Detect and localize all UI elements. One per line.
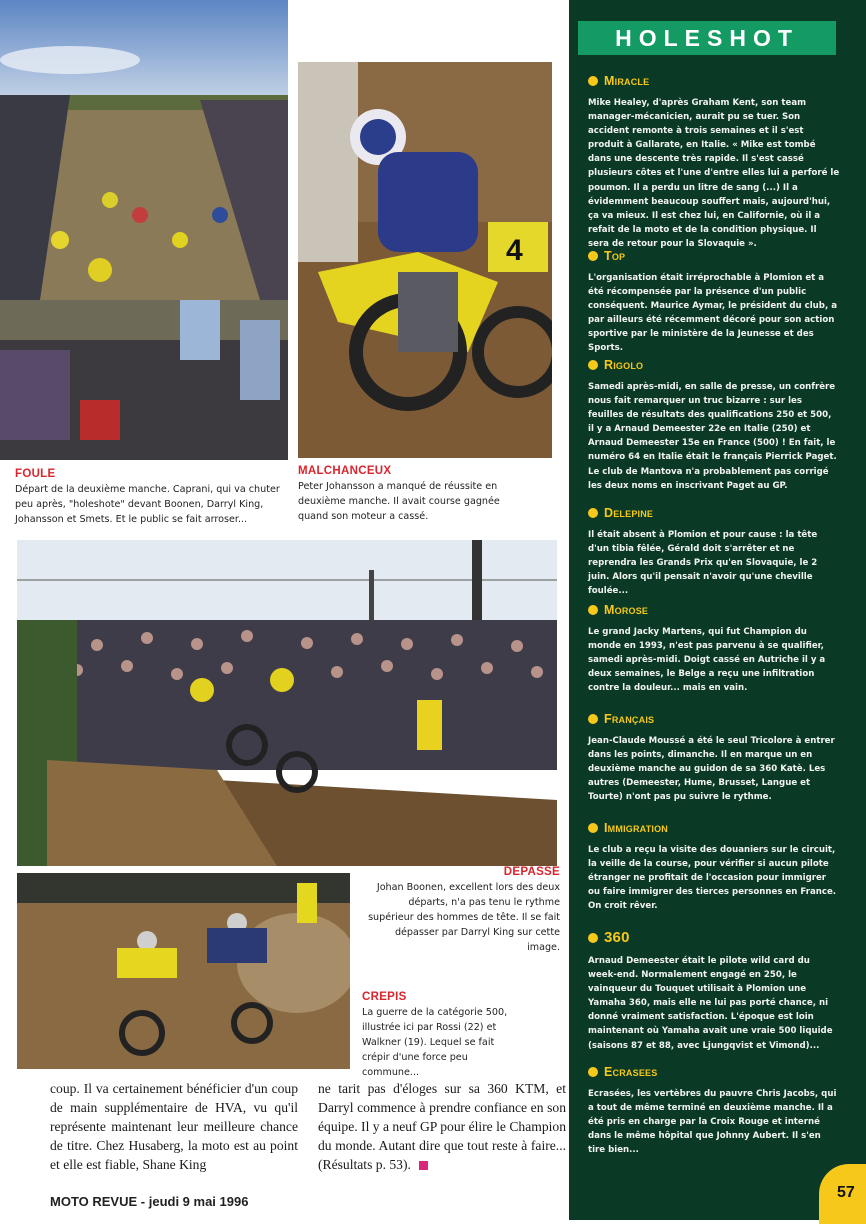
caption-text: Peter Johansson a manqué de réussite en deuxième manche. Il avait course gagnée quand son moteur a cassé.: [298, 481, 500, 522]
caption-text: Départ de la deuxième manche. Caprani, qui va chuter peu après, "holeshote" devant Boonen, Darryl King, Johansson et Smets. Et le public se fait arroser...: [15, 484, 280, 525]
bullet-icon: [588, 508, 598, 518]
sidebar-item-miracle: [588, 74, 840, 251]
photo-crowd-start: [0, 0, 288, 460]
sidebar-heading: Immigration: [588, 821, 840, 835]
sidebar-item-immigration: [588, 821, 840, 913]
svg-text:4: 4: [506, 234, 523, 267]
body-column-2-text: ne tarit pas d'éloges sur sa 360 KTM, et Darryl commence à prendre confiance en son équipe. Il y a neuf GP pour élire le Champion du monde. Autant dire que tout reste à faire... (Résultats p. 53).: [318, 1081, 566, 1172]
sidebar-item-ecrasees: [588, 1065, 840, 1157]
bullet-icon: [588, 360, 598, 370]
caption-text: Johan Boonen, excellent lors des deux départs, n'a pas tenu le rythme supérieur des hommes de tête. Il se fait dépasser par Darryl King sur cette image.: [368, 882, 560, 953]
bullet-icon: [588, 933, 598, 943]
sidebar-item-top: [588, 249, 840, 356]
caption-depasse: [362, 865, 560, 955]
sidebar-item-delepine: [588, 506, 840, 598]
page-number: 57: [837, 1184, 855, 1201]
issue-date: - jeudi 9 mai 1996: [137, 1194, 249, 1209]
caption-malchanceux: [298, 464, 518, 524]
bullet-icon: [588, 1067, 598, 1077]
caption-title: DEPASSE: [503, 866, 560, 878]
sidebar-text: Mike Healey, d'après Graham Kent, son team manager-mécanicien, aurait pu se tuer. Son accident remonte à trois semaines et il s'est produit à Gallarate, en Italie. « Mike est tombé dans une descente très rapide. Il s'est cassé plusieurs côtes et l'une d'entre elles lui a perforé le poumon. Il a perdu un litre de sang (...) Il a évidemment beaucoup souffert mais, aujourd'hui, ça va mieux. Il est chez lui, en Californie, où il a refait de la moto et de la condition physique. Il sera de retour pour la Slovaquie ».: [588, 98, 840, 249]
sidebar-item-360: [588, 929, 840, 1053]
sidebar-heading: Ecrasees: [588, 1065, 840, 1079]
sidebar-text: Le grand Jacky Martens, qui fut Champion du monde en 1993, n'est pas parvenu à se qualifier, samedi après-midi. Doigt cassé en Autriche il y a deux semaines, le Belge a reçu une infiltration contre la douleur... mais en vain.: [588, 627, 826, 694]
caption-title: MALCHANCEUX: [298, 465, 392, 477]
sidebar-text: L'organisation était irréprochable à Plomion et a été récompensée par la présence d'un public conséquent. Maurice Aymar, le président du club, a par ailleurs été récemment décoré pour son action sportive par le ministère de la Jeunesse et des Sports.: [588, 273, 838, 354]
bullet-icon: [588, 251, 598, 261]
sidebar-text: Samedi après-midi, en salle de presse, un confrère nous fait remarquer un truc bizarre : sur les feuilles de résultats des qualifications 250 et 500, il y a Arnaud Demeester 22e en Italie (250) et Arnaud Demeester 15e en France (500) ! En fait, le numéro 64 en Italie était le français Pierrick Paget. Le club de Mantova n'a probablement pas corrigé les deux noms en inscrivant Paget au GP.: [588, 382, 837, 491]
sidebar-text: Arnaud Demeester était le pilote wild card du week-end. Normalement engagé en 250, le vainqueur du Touquet utilisait à Plomion une Yamaha 360, mais elle ne lui pas porté chance, ni donné vraiment satisfaction. L'époque est loin maintenant où Yamaha avait une vraie 500 liquide (saisons 87 et 88, avec Ljungqvist et Vimond)...: [588, 956, 833, 1051]
sidebar-text: Jean-Claude Moussé a été le seul Tricolore à entrer dans les points, dimanche. Il en marque un en deuxième manche au guidon de sa 360 Katè. Les autres (Demeester, Hume, Brusset, Langue et Tourte) n'ont pas pu suivre le rythme.: [588, 736, 835, 803]
sidebar-heading: Français: [588, 712, 840, 726]
sidebar-banner: HOLESHOT: [578, 21, 836, 55]
end-mark-icon: [419, 1161, 428, 1170]
sidebar-item-rigolo: [588, 358, 840, 493]
sidebar-text: Le club a reçu la visite des douaniers sur le circuit, la veille de la course, pour vérifier si aucun pilote étranger ne profitait de l'occasion pour immigrer ou faire immigrer des tierces personnes en France. On croit rêver.: [588, 845, 837, 912]
sidebar-item-morose: [588, 603, 840, 695]
sidebar-heading: Top: [588, 249, 840, 263]
sidebar-heading: Rigolo: [588, 358, 840, 372]
photo-johansson-rider: [298, 62, 552, 458]
page-number-badge: [819, 1164, 866, 1224]
photo-crowd-riders: [17, 540, 557, 866]
caption-crepis: [362, 990, 520, 1080]
bullet-icon: [588, 605, 598, 615]
sidebar-text: Il était absent à Plomion et pour cause : la tête d'un tibia fêlée, Gérald doit s'arrêter et ne reprendra les Grands Prix qu'en Slovaquie, le 2 juin. Alors qu'il pensait n'avoir qu'une cheville foulée...: [588, 530, 818, 597]
bullet-icon: [588, 76, 598, 86]
bullet-icon: [588, 714, 598, 724]
body-column-1: coup. Il va certainement bénéficier d'un coup de main supplémentaire de HVA, vu qu'il représente maintenant leur meilleure chance de titre. Chez Husaberg, la moto est au point et elle est fiable, Shane King: [50, 1081, 298, 1172]
caption-title: FOULE: [15, 468, 56, 480]
caption-foule: [15, 467, 292, 527]
sidebar-heading: 360: [588, 929, 840, 946]
bullet-icon: [588, 823, 598, 833]
sidebar-text: Ecrasées, les vertèbres du pauvre Chris Jacobs, qui a tout de même terminé en deuxième manche. Il a été pris en charge par la Croix Rouge et interné dans le même hôpital que Johnny Aubert. Il s'en tire bien...: [588, 1089, 837, 1156]
sidebar-item-francais: [588, 712, 840, 804]
body-column-2: [318, 1079, 566, 1174]
photo-rossi-walkner: [17, 873, 350, 1069]
sidebar-heading: Miracle: [588, 74, 840, 88]
page-footer: [50, 1194, 248, 1209]
caption-text: La guerre de la catégorie 500, illustrée ici par Rossi (22) et Walkner (19). Lequel se fait crépir d'une force peu commune...: [362, 1007, 508, 1078]
sidebar-heading: Morose: [588, 603, 840, 617]
magazine-name: MOTO REVUE: [50, 1194, 138, 1209]
sidebar-heading: Delepine: [588, 506, 840, 520]
caption-title: CREPIS: [362, 991, 407, 1003]
